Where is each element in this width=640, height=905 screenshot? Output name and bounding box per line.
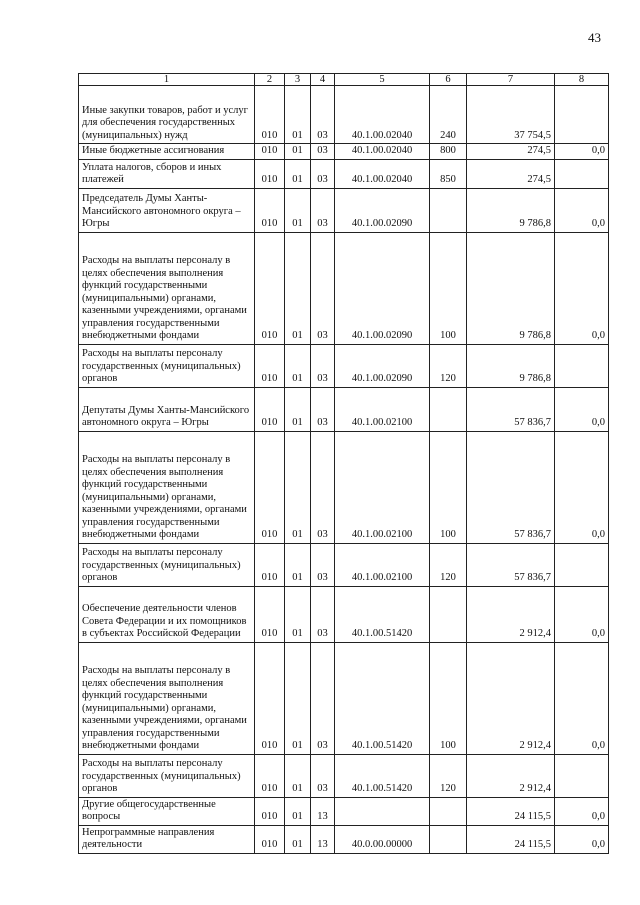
cell-c7: 274,5 bbox=[467, 144, 555, 160]
cell-c3: 01 bbox=[285, 642, 311, 754]
cell-c3: 01 bbox=[285, 188, 311, 232]
row-name: Депутаты Думы Ханты-Мансийского автономного округа – Югры bbox=[79, 387, 255, 431]
cell-c3: 01 bbox=[285, 232, 311, 344]
cell-c7: 2 912,4 bbox=[467, 586, 555, 642]
table-row bbox=[79, 586, 609, 642]
cell-c3: 01 bbox=[285, 797, 311, 825]
row-name: Расходы на выплаты персоналу в целях обеспечения выполнения функций государственными (муниципальными) органами, казенными учреждениями, органами управления государственными внебюджетными фондами bbox=[79, 642, 255, 754]
cell-c4: 03 bbox=[311, 642, 335, 754]
cell-c4: 03 bbox=[311, 344, 335, 387]
cell-c8: 0,0 bbox=[555, 387, 609, 431]
cell-c2: 010 bbox=[255, 344, 285, 387]
cell-c5: 40.1.00.02100 bbox=[335, 431, 430, 543]
cell-c4: 13 bbox=[311, 825, 335, 853]
column-header: 5 bbox=[335, 74, 430, 86]
row-name: Председатель Думы Ханты-Мансийского автономного округа – Югры bbox=[79, 188, 255, 232]
cell-c2: 010 bbox=[255, 387, 285, 431]
row-name: Непрограммные направления деятельности bbox=[79, 825, 255, 853]
cell-c7: 2 912,4 bbox=[467, 642, 555, 754]
cell-c2: 010 bbox=[255, 159, 285, 188]
cell-c4: 03 bbox=[311, 431, 335, 543]
row-name: Иные бюджетные ассигнования bbox=[79, 144, 255, 160]
cell-c3: 01 bbox=[285, 825, 311, 853]
cell-c4: 03 bbox=[311, 144, 335, 160]
cell-c3: 01 bbox=[285, 754, 311, 797]
cell-c5: 40.1.00.02100 bbox=[335, 543, 430, 586]
table-row bbox=[79, 431, 609, 543]
cell-c4: 03 bbox=[311, 754, 335, 797]
cell-c4: 03 bbox=[311, 586, 335, 642]
row-name: Иные закупки товаров, работ и услуг для обеспечения государственных (муниципальных) нужд bbox=[79, 86, 255, 144]
cell-c8: 0,0 bbox=[555, 825, 609, 853]
cell-c7: 9 786,8 bbox=[467, 188, 555, 232]
cell-c3: 01 bbox=[285, 144, 311, 160]
cell-c4: 03 bbox=[311, 159, 335, 188]
cell-c5: 40.1.00.02090 bbox=[335, 232, 430, 344]
cell-c4: 03 bbox=[311, 543, 335, 586]
cell-c6: 100 bbox=[430, 642, 467, 754]
cell-c4: 03 bbox=[311, 387, 335, 431]
cell-c5: 40.1.00.51420 bbox=[335, 754, 430, 797]
cell-c7: 9 786,8 bbox=[467, 232, 555, 344]
row-name: Расходы на выплаты персоналу государственных (муниципальных) органов bbox=[79, 344, 255, 387]
table-row bbox=[79, 188, 609, 232]
cell-c4: 03 bbox=[311, 232, 335, 344]
cell-c5: 40.1.00.02040 bbox=[335, 159, 430, 188]
column-header: 4 bbox=[311, 74, 335, 86]
table-row bbox=[79, 754, 609, 797]
cell-c2: 010 bbox=[255, 188, 285, 232]
row-name: Другие общегосударственные вопросы bbox=[79, 797, 255, 825]
cell-c5 bbox=[335, 797, 430, 825]
cell-c6 bbox=[430, 797, 467, 825]
cell-c7: 9 786,8 bbox=[467, 344, 555, 387]
cell-c2: 010 bbox=[255, 586, 285, 642]
cell-c5: 40.1.00.02090 bbox=[335, 344, 430, 387]
cell-c8: 0,0 bbox=[555, 232, 609, 344]
cell-c6: 100 bbox=[430, 232, 467, 344]
cell-c5: 40.1.00.02040 bbox=[335, 144, 430, 160]
cell-c7: 24 115,5 bbox=[467, 797, 555, 825]
cell-c5: 40.1.00.51420 bbox=[335, 586, 430, 642]
table-row bbox=[79, 825, 609, 853]
cell-c8: 0,0 bbox=[555, 586, 609, 642]
table-row bbox=[79, 797, 609, 825]
cell-c2: 010 bbox=[255, 754, 285, 797]
row-name: Расходы на выплаты персоналу в целях обеспечения выполнения функций государственными (муниципальными) органами, казенными учреждениями, органами управления государственными внебюджетными фондами bbox=[79, 232, 255, 344]
row-name: Расходы на выплаты персоналу в целях обеспечения выполнения функций государственными (муниципальными) органами, казенными учреждениями, органами управления государственными внебюджетными фондами bbox=[79, 431, 255, 543]
cell-c7: 274,5 bbox=[467, 159, 555, 188]
cell-c3: 01 bbox=[285, 387, 311, 431]
cell-c3: 01 bbox=[285, 344, 311, 387]
table-row bbox=[79, 344, 609, 387]
cell-c2: 010 bbox=[255, 825, 285, 853]
cell-c6: 850 bbox=[430, 159, 467, 188]
cell-c5: 40.1.00.51420 bbox=[335, 642, 430, 754]
cell-c8 bbox=[555, 86, 609, 144]
cell-c8 bbox=[555, 754, 609, 797]
cell-c2: 010 bbox=[255, 86, 285, 144]
cell-c3: 01 bbox=[285, 86, 311, 144]
cell-c8 bbox=[555, 543, 609, 586]
cell-c6 bbox=[430, 825, 467, 853]
cell-c7: 57 836,7 bbox=[467, 387, 555, 431]
cell-c6 bbox=[430, 188, 467, 232]
cell-c8 bbox=[555, 344, 609, 387]
header-row bbox=[79, 74, 609, 86]
cell-c3: 01 bbox=[285, 431, 311, 543]
cell-c4: 03 bbox=[311, 188, 335, 232]
cell-c8: 0,0 bbox=[555, 797, 609, 825]
cell-c6: 120 bbox=[430, 754, 467, 797]
cell-c3: 01 bbox=[285, 543, 311, 586]
table-row bbox=[79, 86, 609, 144]
cell-c3: 01 bbox=[285, 586, 311, 642]
cell-c6 bbox=[430, 586, 467, 642]
row-name: Обеспечение деятельности членов Совета Федерации и их помощников в субъектах Российской Федерации bbox=[79, 586, 255, 642]
table-row bbox=[79, 159, 609, 188]
cell-c2: 010 bbox=[255, 797, 285, 825]
cell-c6: 120 bbox=[430, 543, 467, 586]
cell-c6 bbox=[430, 387, 467, 431]
table-row bbox=[79, 144, 609, 160]
column-header: 6 bbox=[430, 74, 467, 86]
cell-c7: 2 912,4 bbox=[467, 754, 555, 797]
cell-c7: 24 115,5 bbox=[467, 825, 555, 853]
page-number: 43 bbox=[588, 30, 601, 45]
cell-c5: 40.1.00.02040 bbox=[335, 86, 430, 144]
cell-c8: 0,0 bbox=[555, 144, 609, 160]
cell-c4: 13 bbox=[311, 797, 335, 825]
cell-c6: 100 bbox=[430, 431, 467, 543]
row-name: Расходы на выплаты персоналу государственных (муниципальных) органов bbox=[79, 754, 255, 797]
cell-c8 bbox=[555, 159, 609, 188]
table-row bbox=[79, 387, 609, 431]
column-header: 1 bbox=[79, 74, 255, 86]
row-name: Расходы на выплаты персоналу государственных (муниципальных) органов bbox=[79, 543, 255, 586]
cell-c7: 57 836,7 bbox=[467, 543, 555, 586]
column-header: 7 bbox=[467, 74, 555, 86]
cell-c7: 57 836,7 bbox=[467, 431, 555, 543]
cell-c5: 40.1.00.02100 bbox=[335, 387, 430, 431]
cell-c2: 010 bbox=[255, 642, 285, 754]
table-row bbox=[79, 543, 609, 586]
cell-c8: 0,0 bbox=[555, 431, 609, 543]
row-name: Уплата налогов, сборов и иных платежей bbox=[79, 159, 255, 188]
table-row bbox=[79, 232, 609, 344]
column-header: 2 bbox=[255, 74, 285, 86]
column-header: 8 bbox=[555, 74, 609, 86]
cell-c6: 240 bbox=[430, 86, 467, 144]
column-header: 3 bbox=[285, 74, 311, 86]
cell-c3: 01 bbox=[285, 159, 311, 188]
cell-c8: 0,0 bbox=[555, 188, 609, 232]
cell-c2: 010 bbox=[255, 431, 285, 543]
cell-c5: 40.1.00.02090 bbox=[335, 188, 430, 232]
cell-c7: 37 754,5 bbox=[467, 86, 555, 144]
cell-c6: 800 bbox=[430, 144, 467, 160]
cell-c5: 40.0.00.00000 bbox=[335, 825, 430, 853]
table-row bbox=[79, 642, 609, 754]
cell-c8: 0,0 bbox=[555, 642, 609, 754]
cell-c2: 010 bbox=[255, 543, 285, 586]
budget-table bbox=[78, 73, 609, 854]
cell-c4: 03 bbox=[311, 86, 335, 144]
cell-c6: 120 bbox=[430, 344, 467, 387]
cell-c2: 010 bbox=[255, 232, 285, 344]
cell-c2: 010 bbox=[255, 144, 285, 160]
